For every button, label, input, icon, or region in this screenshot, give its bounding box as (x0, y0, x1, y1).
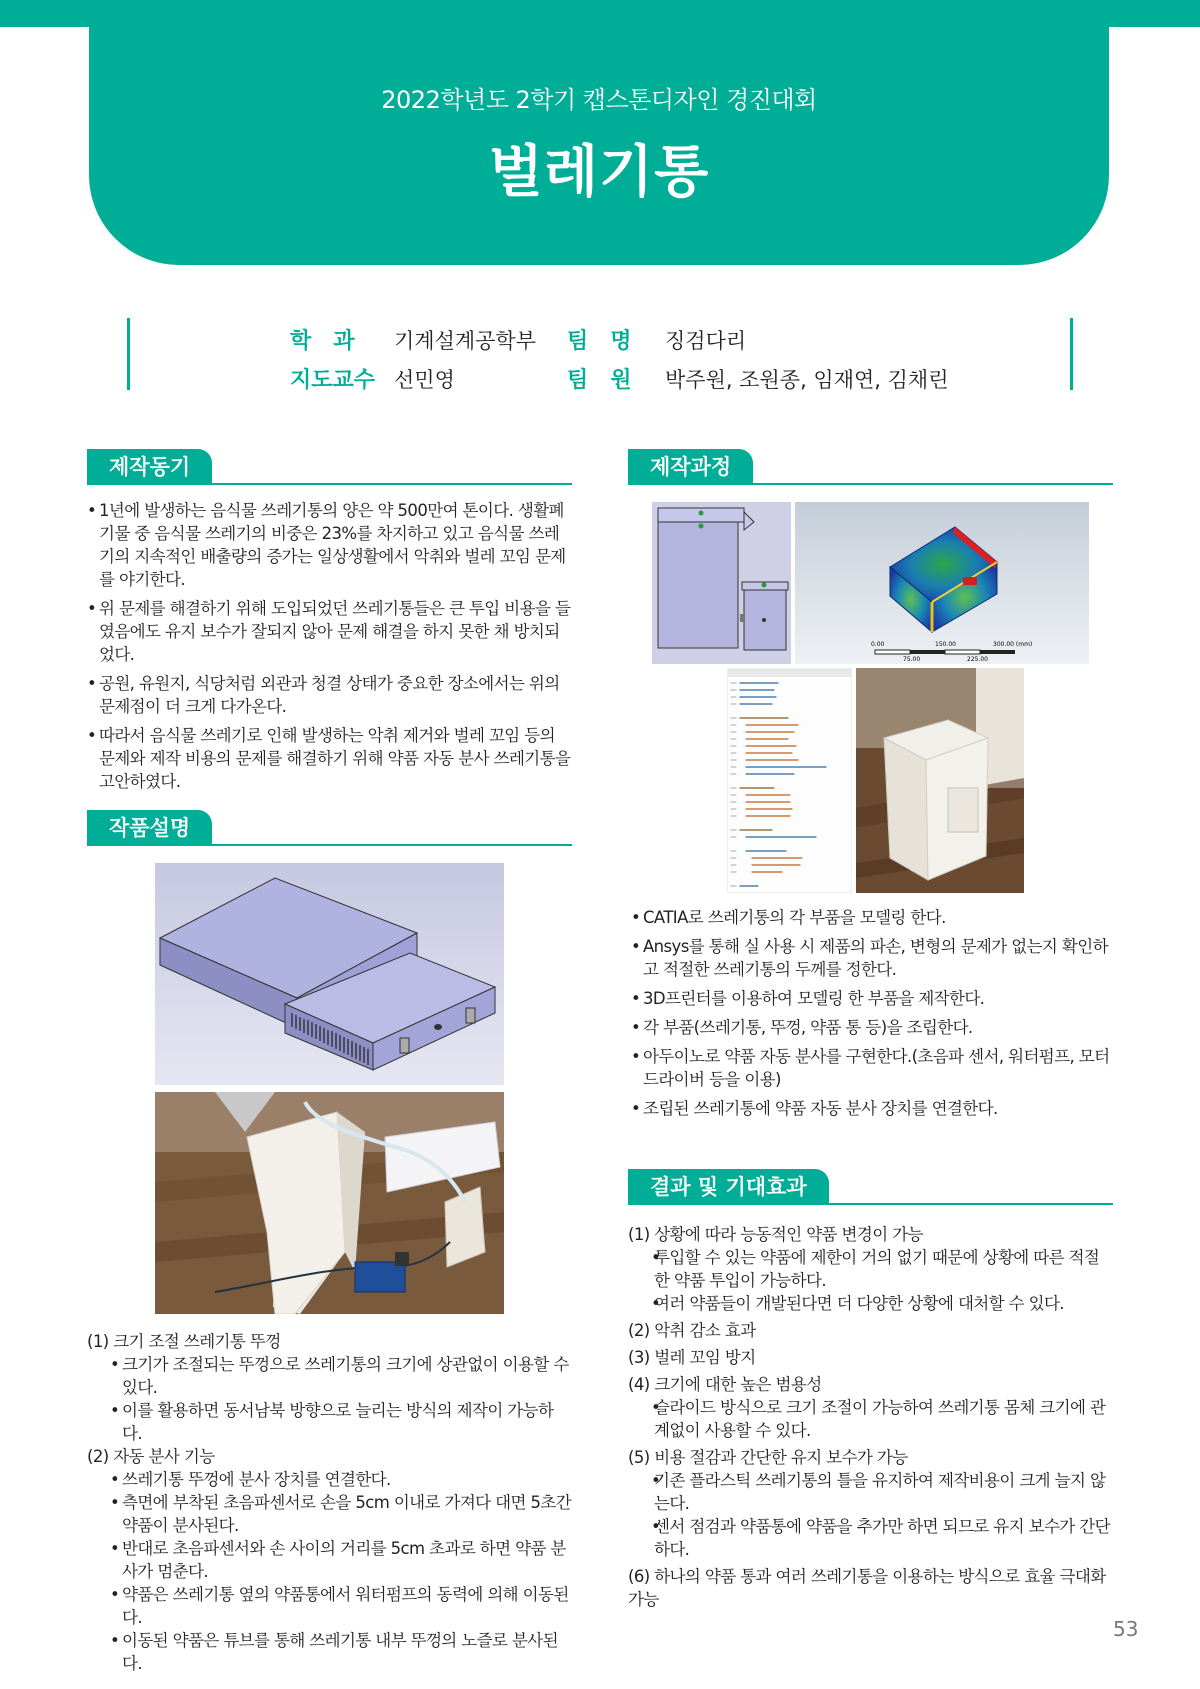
description-bullet: • 크기가 조절되는 뚜껑으로 쓰레기통의 크기에 상관없이 이용할 수 있다. (87, 1353, 572, 1399)
description-bullet: • 약품은 쓰레기통 옆의 약품통에서 워터펌프의 동력에 의해 이동된다. (87, 1583, 572, 1629)
description-item-title: (2) 자동 분사 기능 (87, 1447, 215, 1466)
header-banner (89, 0, 1109, 265)
results-item-title: (4) 크기에 대한 높은 범용성 (628, 1375, 822, 1394)
results-item-title: (1) 상황에 따라 능동적인 약품 변경이 가능 (628, 1225, 923, 1244)
dept-value: 기계설계공학부 (394, 329, 537, 353)
results-bullet: • 센서 점검과 약품통에 약품을 추가만 하면 되므로 유지 보수가 간단하다. (628, 1515, 1113, 1561)
description-item-title: (1) 크기 조절 쓰레기통 뚜껑 (87, 1332, 281, 1351)
header-subtitle: 2022학년도 2학기 캡스톤디자인 경진대회 (381, 86, 817, 114)
advisor-label: 지도교수 (290, 368, 376, 393)
motivation-text (87, 499, 572, 799)
description-bullet: • 이를 활용하면 동서남북 방향으로 늘리는 방식의 제작이 가능하다. (87, 1399, 572, 1445)
process-item: • 아두이노로 약품 자동 분사를 구현한다.(초음파 센서, 워터펌프, 모터 드라이버 등을 이용) (631, 1045, 1113, 1091)
process-item: • CATIA로 쓰레기통의 각 부품을 모델링 한다. (631, 906, 1113, 929)
motivation-item: • 위 문제를 해결하기 위해 도입되었던 쓰레기통들은 큰 투입 비용을 들였음에도 유지 보수가 잘되지 않아 문제 해결을 하지 못한 채 방치되었다. (87, 597, 572, 666)
prototype-photo (155, 1092, 504, 1314)
bin-cad-image (652, 502, 791, 664)
results-section-header (628, 1169, 1113, 1205)
motivation-item: • 따라서 음식물 쓰레기로 인해 발생하는 악취 제거와 벌레 꼬임 등의 문제와 제작 비용의 문제를 해결하기 위해 약품 자동 분사 쓰레기통을 고안하였다. (87, 724, 572, 793)
description-section-header (87, 810, 572, 846)
results-item-title: (6) 하나의 약품 통과 여러 쓰레기통을 이용하는 방식으로 효율 극대화 가능 (628, 1567, 1106, 1609)
advisor-value: 선민영 (394, 368, 455, 392)
description-text (87, 1326, 572, 1675)
results-item-title: (3) 벌레 꼬임 방지 (628, 1348, 756, 1367)
results-bullet: • 여러 약품들이 개발된다면 더 다양한 상황에 대처할 수 있다. (628, 1292, 1113, 1315)
description-bullet: • 측면에 부착된 초음파센서로 손을 5cm 이내로 가져다 대면 5초간 약품이 분사된다. (87, 1491, 572, 1537)
motivation-heading: 제작동기 (87, 449, 212, 485)
process-text (631, 906, 1113, 1126)
results-bullet: • 투입할 수 있는 약품에 제한이 거의 없기 때문에 상황에 따른 적절한 약품 투입이 가능하다. (628, 1246, 1113, 1292)
process-item: • 3D프린터를 이용하여 모델링 한 부품을 제작한다. (631, 987, 1113, 1010)
team-members-value: 박주원, 조원종, 임재연, 김채린 (665, 368, 949, 392)
team-info-block (127, 318, 1073, 393)
scale-label: 0.00 (871, 641, 885, 648)
page-title: 벌레기통 (488, 140, 710, 205)
dept-label: 학 과 (290, 329, 355, 354)
lid-cad-image (155, 863, 504, 1085)
scale-label: 75.00 (903, 656, 921, 663)
description-heading: 작품설명 (87, 810, 212, 846)
motivation-item: • 1년에 발생하는 음식물 쓰레기통의 양은 약 500만여 톤이다. 생활폐기물 중 음식물 쓰레기의 비중은 23%를 차지하고 있고 음식물 쓰레기의 지속적인 배출량의 증가는 일상생활에서 악취와 벌레 꼬임 문제를 야기한다. (87, 499, 572, 591)
arduino-code-image (727, 668, 852, 893)
ansys-simulation-image (795, 502, 1089, 664)
scale-label: 225.00 (967, 656, 988, 663)
motivation-section-header (87, 449, 572, 485)
process-section-header (628, 449, 1113, 485)
results-item-title: (5) 비용 절감과 간단한 유지 보수가 가능 (628, 1448, 908, 1467)
team-name-value: 징검다리 (665, 329, 747, 353)
results-heading: 결과 및 기대효과 (628, 1169, 829, 1205)
description-bullet: • 쓰레기통 뚜껑에 분사 장치를 연결한다. (87, 1468, 572, 1491)
process-item: • Ansys를 통해 실 사용 시 제품의 파손, 변형의 문제가 없는지 확인하고 적절한 쓰레기통의 두께를 정한다. (631, 935, 1113, 981)
process-item: • 각 부품(쓰레기통, 뚜껑, 약품 통 등)을 조립한다. (631, 1016, 1113, 1039)
scale-label: 300.00 (mm) (993, 641, 1033, 648)
results-bullet: • 슬라이드 방식으로 크기 조절이 가능하여 쓰레기통 몸체 크기에 관계없이 사용할 수 있다. (628, 1396, 1113, 1442)
results-bullet: • 기존 플라스틱 쓰레기통의 틀을 유지하여 제작비용이 크게 늘지 않는다. (628, 1469, 1113, 1515)
description-bullet: • 반대로 초음파센서와 손 사이의 거리를 5cm 초과로 하면 약품 분사가 멈춘다. (87, 1537, 572, 1583)
printed-bin-photo (856, 668, 1024, 893)
motivation-item: • 공원, 유원지, 식당처럼 외관과 청결 상태가 중요한 장소에서는 위의 문제점이 더 크게 다가온다. (87, 672, 572, 718)
team-name-label: 팀 명 (567, 329, 632, 354)
team-members-label: 팀 원 (567, 368, 632, 393)
description-bullet: • 이동된 약품은 튜브를 통해 쓰레기통 내부 뚜껑의 노즐로 분사된다. (87, 1629, 572, 1675)
process-heading: 제작과정 (628, 449, 753, 485)
results-item-title: (2) 악취 감소 효과 (628, 1321, 756, 1340)
scale-label: 150.00 (935, 641, 956, 648)
results-text (628, 1219, 1113, 1611)
process-item: • 조립된 쓰레기통에 약품 자동 분사 장치를 연결한다. (631, 1097, 1113, 1120)
page-number: 53 (1113, 1617, 1139, 1641)
